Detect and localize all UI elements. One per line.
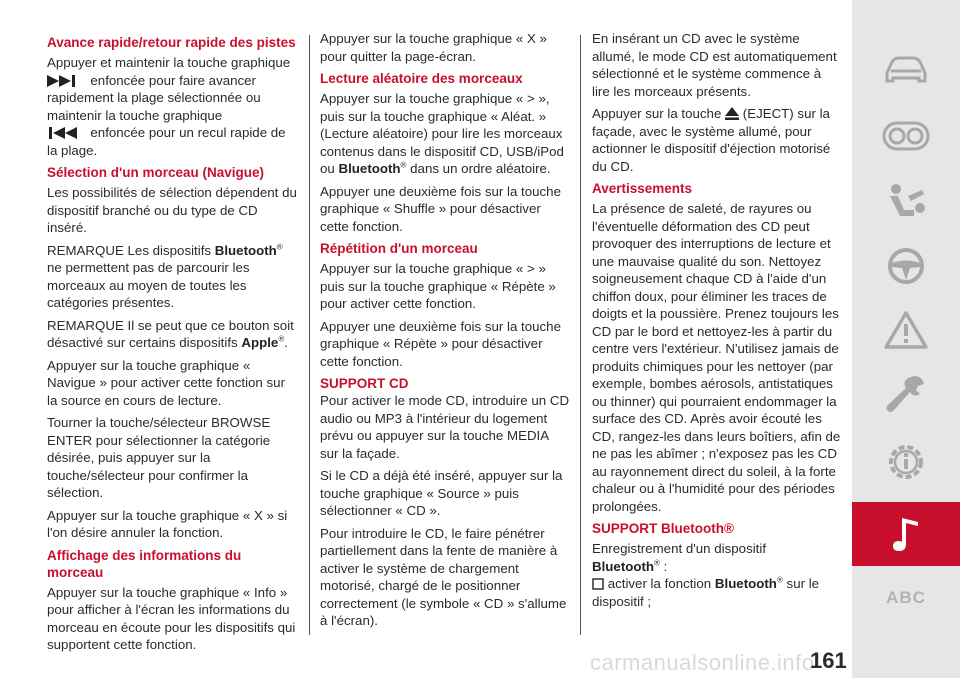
heading-lecture-aleatoire: Lecture aléatoire des morceaux <box>320 71 523 86</box>
steering-wheel-icon[interactable] <box>852 236 960 296</box>
paragraph: Appuyer sur la touche graphique « > » puis sur la touche graphique « Répète » pour activer cette fonction. <box>320 261 556 311</box>
bluetooth-brand: Bluetooth <box>338 161 401 176</box>
bluetooth-brand: Bluetooth <box>592 558 655 574</box>
heading-support-bluetooth: SUPPORT Bluetooth® <box>592 521 734 536</box>
paragraph: Appuyer sur la touche graphique « Info » pour afficher à l'écran les informations du morceau en écoute pour les dispositifs qui supportent cette fonction. <box>47 584 296 652</box>
paragraph: Si le CD a déjà été inséré, appuyer sur la touche graphique « Source » puis sélectionner « CD ». <box>320 468 563 518</box>
heading-avertissements: Avertissements <box>592 181 693 196</box>
alphabetical-index-tab[interactable] <box>852 570 960 626</box>
wrench-icon[interactable] <box>852 364 960 424</box>
paragraph: Appuyer sur la touche graphique « X » pour quitter la page-écran. <box>320 31 547 64</box>
chapter-sidebar <box>852 0 960 678</box>
fast-forward-icon <box>47 75 79 87</box>
paragraph: Pour introduire le CD, le faire pénétrer partiellement dans la fente de manière à activer le système de chargement motorisé, chargé de le positionner correctement (le symbole « CD » s'allume à l'écran). <box>320 525 567 628</box>
paragraph: Appuyer sur la touche graphique « Navigue » pour activer cette fonction sur la source en cours de lecture. <box>47 357 285 408</box>
column-1 <box>47 30 297 659</box>
info-gear-icon[interactable] <box>852 432 960 492</box>
paragraph: En insérant un CD avec le système allumé, le mode CD est automatiquement sélectionné et le système commence à lire les morceaux présents. <box>592 31 837 99</box>
paragraph: Enregistrement d'un dispositif Bluetooth® : <box>592 541 767 574</box>
paragraph: Tourner la touche/sélecteur BROWSE ENTER pour sélectionner la catégorie désirée, puis appuyer sur la touche/sélecteur pour confirmer la sélection. <box>47 415 271 500</box>
heading-affichage-infos: Affichage des informations du morceau <box>47 547 242 580</box>
paragraph: Pour activer le mode CD, introduire un CD audio ou MP3 à l'intérieur du logement prévu ou appuyer sur la touche MEDIA sur la façade. <box>320 393 570 461</box>
paragraph: Appuyer sur la touche (EJECT) sur la façade, avec le système allumé, pour actionner le dispositif d'éjection motorisé du CD. <box>592 106 831 174</box>
paragraph: Appuyer une deuxième fois sur la touche graphique « Répète » pour désactiver cette fonction. <box>320 318 561 369</box>
heading-support-cd: SUPPORT CD <box>320 376 409 391</box>
watermark: carmanualsonline.info <box>590 650 815 675</box>
bluetooth-brand: Bluetooth <box>214 242 277 258</box>
multimedia-music-note-icon[interactable] <box>852 502 960 566</box>
paragraph: Appuyer sur la touche graphique « > », puis sur la touche graphique « Aléat. » (Lecture aléatoire) pour lire les morceaux contenus dans le dispositif CD, USB/iPod ou Bluetooth® dans un ordre aléatoire. <box>320 91 564 176</box>
apple-brand: Apple <box>241 335 279 350</box>
paragraph: Les possibilités de sélection dépendent du dispositif branché ou du type de CD inséré. <box>47 185 297 235</box>
checkbox-icon <box>592 578 604 590</box>
paragraph: La présence de saleté, de rayures ou l'éventuelle déformation des CD peut provoquer des interruptions de lecture et une mauvaise qualité du son. Nettoyez soigneusement chaque CD à l'aide d'un chiffon doux, pour éliminer les traces de doigts et la poussière. Prenez toujours les CD par le bord et nettoyez-les à partir du centre vers l'extérieur. N'utilisez jamais de produits chimiques pour les nettoyer (par exemple, bombes aérosols, antistatiques ou thinner) qui pourraient endommager la surface des CD. Après avoir écouté les CD, rangez-les dans leurs boîtiers, afin de ne pas les abîmer ; n'exposez pas les CD au rayonnement direct du soleil, à la forte chaleur ou à l'humidité pour des périodes prolongées. <box>592 201 841 514</box>
heading-repetition: Répétition d'un morceau <box>320 241 478 256</box>
eject-icon <box>725 107 739 120</box>
column-3 <box>592 30 842 615</box>
column-divider <box>309 35 310 635</box>
note-bluetooth: REMARQUE Les dispositifs Bluetooth® ne permettent pas de parcourir les morceaux au moyen de toutes les catégories présentes. <box>47 242 283 310</box>
car-icon[interactable] <box>852 40 960 100</box>
dashboard-gauge-icon[interactable] <box>852 106 960 166</box>
abc-label: ABC <box>886 588 926 607</box>
column-divider <box>580 35 581 635</box>
rewind-icon <box>47 127 79 139</box>
page-number: 161 <box>810 648 847 673</box>
bluetooth-brand: Bluetooth <box>714 576 777 591</box>
heading-avance-rapide: Avance rapide/retour rapide des pistes <box>47 35 296 50</box>
seat-safety-icon[interactable] <box>852 172 960 232</box>
list-item: activer la fonction Bluetooth® sur le dispositif ; <box>592 575 820 609</box>
paragraph: Appuyer sur la touche graphique « X » si l'on désire annuler la fonction. <box>47 507 288 540</box>
heading-selection-morceau: Sélection d'un morceau (Navigue) <box>47 165 265 180</box>
note-apple: REMARQUE Il se peut que ce bouton soit désactivé sur certains dispositifs Apple®. <box>47 317 294 350</box>
warning-triangle-icon[interactable] <box>852 300 960 360</box>
column-2 <box>320 30 570 635</box>
paragraph: Appuyer et maintenir la touche graphique enfoncée pour faire avancer rapidement la plage sélectionnée ou maintenir la touche graphique enfoncée pour un recul rapide de la plage. <box>47 55 291 158</box>
paragraph: Appuyer une deuxième fois sur la touche graphique « Shuffle » pour désactiver cette fonction. <box>320 183 561 234</box>
